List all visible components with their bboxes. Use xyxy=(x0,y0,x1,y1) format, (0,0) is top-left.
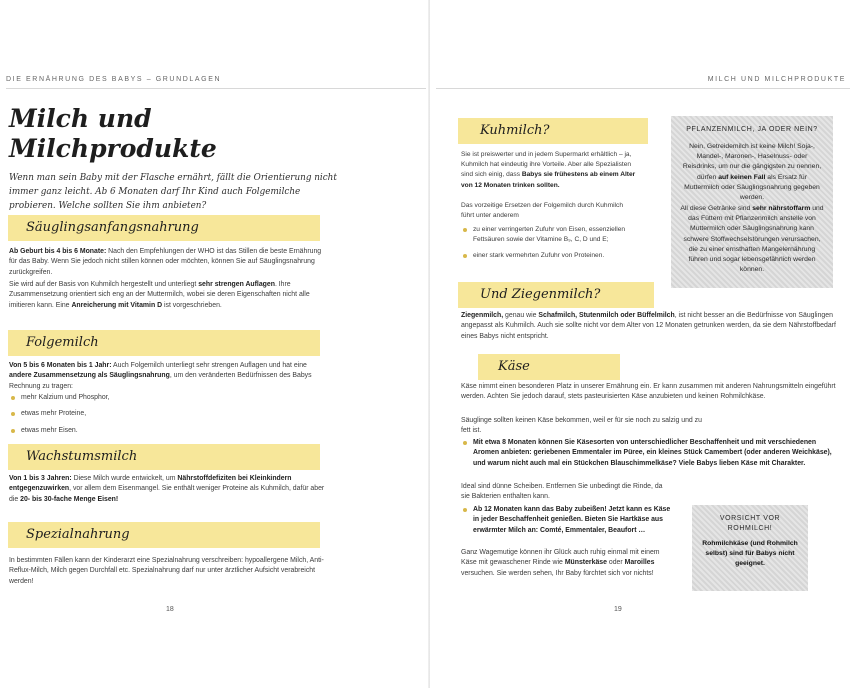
page-number-right: 19 xyxy=(614,606,622,613)
kaese-bullet-2: Ab 12 Monaten kann das Baby zubeißen! Jetzt kann es Käse in jeder Beschaffenheit genießen. Bieten Sie Hartkäse aus erwärmter Milch an: Comté, Emmentaler, Beaufort … xyxy=(473,506,671,534)
info-box-pflanzenmilch xyxy=(671,116,833,288)
pflanzen-text-a: Nein, Getreidemilch ist keine Milch! Soja-, Mandel-, Maronen-, Haselnuss- oder Reisdrinks, um nur die gängigsten zu nennen, dürfen xyxy=(682,143,822,181)
kuhmilch-list xyxy=(461,225,641,268)
pflanzen-bold-2: sehr nährstoffarm xyxy=(752,205,811,212)
folgemilch-text-b: , um den veränderten Bedürfnissen des Babys Rechnung zu tragen: xyxy=(9,372,312,390)
folgemilch-bold: andere Zusammensetzung als Säuglingsnahrung xyxy=(9,372,170,380)
list-item: etwas mehr Eisen. xyxy=(9,426,309,436)
paragraph-kaese-2: Säuglinge sollten keinen Käse bekommen, weil er für sie noch zu salzig und zu fett ist. xyxy=(461,417,702,435)
list-item: einer stark vermehrten Zufuhr von Proteinen. xyxy=(461,251,641,261)
kaese-bullet-1: Mit etwa 8 Monaten können Sie Käsesorten von unterschiedlicher Beschaffenheit und mit verschiedenen Aromen anbieten: geriebenen Emmentaler im Püree, ein kleines Stück Camembert (oder anderen Weichkäse), und warum nicht auch mal ein Stückchen Blauschimmelkäse? Viele Babys lieben Käse mit Charakter. xyxy=(473,439,832,467)
folgemilch-age-label: Von 5 bis 6 Monaten bis 1 Jahr: xyxy=(9,362,112,369)
list-item xyxy=(461,438,843,469)
chapter-intro: Wenn man sein Baby mit der Flasche ernährt, fällt die Orientierung nicht immer ganz leicht. Ab 6 Monaten darf Ihr Kind auch Folgemilche probieren. Welche sollten Sie ihm anbieten? xyxy=(9,173,337,211)
heading-ziegenmilch: Und Ziegenmilch? xyxy=(480,287,601,302)
wachstum-bold-2: 20- bis 30-fache Menge Eisen! xyxy=(20,495,119,503)
paragraph-folgemilch xyxy=(9,361,331,392)
saeugling-text-2c: ist vorgeschrieben. xyxy=(163,301,222,309)
kaese-text-a: Ganz Wagemutige können ihr Glück auch ruhig einmal mit einem Käse mit gewaschener Rinde wie xyxy=(461,549,660,567)
heading-banner-kuhmilch xyxy=(458,118,648,144)
paragraph-ziegenmilch xyxy=(461,311,841,342)
ziegen-bold-2: Schafmilch, Stutenmilch oder Büffelmilch xyxy=(538,312,675,319)
info-box-paragraph-1 xyxy=(679,142,825,203)
list-item: mehr Kalzium und Phosphor, xyxy=(9,393,309,403)
heading-spezialnahrung: Spezialnahrung xyxy=(26,527,130,542)
wachstum-bold-1: Nährstoffdefiziten bei Kleinkindern entgegenzuwirken xyxy=(9,475,292,493)
page-number-left: 18 xyxy=(166,606,174,613)
kaese-list-1 xyxy=(461,438,843,475)
paragraph-kaese-4 xyxy=(461,548,671,579)
heading-banner-kaese xyxy=(478,354,620,380)
kaese-text-c: versuchen. Sie werden sehen, Ihr Baby fürchtet sich vor nichts! xyxy=(461,569,654,577)
list-item xyxy=(461,505,673,536)
kuhmilch-text-a: Sie ist preiswerter und in jedem Supermarkt erhältlich – ja, Kuhmilch hat eindeutig ihre Vorteile. Aber alle Spezialisten sind sich einig, dass xyxy=(461,151,632,179)
heading-banner-wachstumsmilch xyxy=(8,444,320,470)
kaese-bold-2: Maroilles xyxy=(624,559,655,567)
chapter-title: Milch und Milchprodukte xyxy=(9,104,217,163)
heading-banner-spezialnahrung xyxy=(8,522,320,548)
heading-banner-folgemilch xyxy=(8,330,320,356)
wachstum-text-a: Diese Milch wurde entwickelt, um xyxy=(73,475,176,482)
paragraph-wachstumsmilch xyxy=(9,474,331,505)
ziegen-text-a: genau wie xyxy=(505,312,537,319)
heading-wachstumsmilch: Wachstumsmilch xyxy=(26,449,138,464)
saeugling-bold-1: sehr strengen Auflagen xyxy=(198,281,275,288)
heading-kaese: Käse xyxy=(498,359,530,374)
pflanzen-text-c: All diese Getränke sind xyxy=(680,205,751,212)
saeugling-age-label: Ab Geburt bis 4 bis 6 Monate: xyxy=(9,248,107,255)
wachstum-age-label: Von 1 bis 3 Jahren: xyxy=(9,475,72,482)
heading-banner-saeugling xyxy=(8,215,320,241)
running-head-right: MILCH UND MILCHPRODUKTE xyxy=(707,76,846,83)
paragraph-kuhmilch-2: Das vorzeitige Ersetzen der Folgemilch durch Kuhmilch führt unter anderem xyxy=(461,202,623,220)
heading-folgemilch: Folgemilch xyxy=(26,335,99,350)
wachstum-text-b: , vor allem dem Eisenmangel. Sie enthält weniger Proteine als Kuhmilch, dafür aber die xyxy=(9,485,325,503)
vorsicht-text: Rohmilchkäse (und Rohmilch selbst) sind für Babys nicht geeignet. xyxy=(702,540,798,568)
info-box-paragraph-2 xyxy=(679,204,825,275)
kaese-text-b: oder xyxy=(608,559,623,567)
right-page xyxy=(430,0,860,688)
folgemilch-text-a: Auch Folgemilch unterliegt sehr strengen Auflagen und hat eine xyxy=(113,362,307,369)
kuhmilch-bold: Babys sie frühestens ab einem Alter von 12 Monaten trinken sollten. xyxy=(461,171,636,189)
list-item: zu einer verringerten Zufuhr von Eisen, essenziellen Fettsäuren sowie der Vitamine B₉, C, D und E; xyxy=(461,225,641,245)
heading-banner-ziegenmilch xyxy=(458,282,654,308)
paragraph-kuhmilch-1 xyxy=(461,150,637,191)
list-item: etwas mehr Proteine, xyxy=(9,409,309,419)
saeugling-text-1: Nach den Empfehlungen der WHO ist das Stillen die beste Ernährung für das Baby. Wenn Sie jedoch nicht stillen können oder möchten, können Sie auf Säuglingsnahrung zurückgreifen. xyxy=(9,248,322,276)
paragraph-kaese-1: Käse nimmt einen besonderen Platz in unserer Ernährung ein. Er kann zusammen mit anderen Nahrungsmitteln eingeführt werden. Achten Sie jedoch darauf, stets pasteurisierten Käse anzubieten und keinen Rohmilchkäse. xyxy=(461,383,836,401)
heading-saeugling: Säuglingsanfangsnahrung xyxy=(26,220,199,235)
pflanzen-text-d: und das Füttern mit Pflanzenmilch anstelle von Muttermilch oder Säuglingsnahrung kann schwere Stoffwechselstörungen verursachen, die zu einer ernsthaften Mangelernährung führen und sogar lebensgefährlich werden können. xyxy=(683,205,824,274)
pflanzen-text-b: als Ersatz für Muttermilch oder Säuglingsnahrung gegeben werden. xyxy=(684,173,820,202)
info-box-paragraph xyxy=(702,539,798,570)
info-box-title: VORSICHT VOR ROHMILCH! xyxy=(719,515,781,532)
saeugling-text-2a: Sie wird auf der Basis von Kuhmilch hergestellt und unterliegt xyxy=(9,281,197,288)
paragraph-saeugling-1 xyxy=(9,247,331,278)
info-box-vorsicht xyxy=(692,505,808,591)
paragraph-saeugling-2 xyxy=(9,280,331,311)
folgemilch-list xyxy=(9,393,309,442)
saeugling-text-2b: . Ihre Zusammensetzung orientiert sich eng an der Muttermilch, wobei sie deren Eigenschaften nicht alle imitieren kann. Eine xyxy=(9,281,310,309)
pflanzen-bold-1: auf keinen Fall xyxy=(718,173,766,181)
ziegen-text-b: , ist nicht besser an die Bedürfnisse von Säuglingen angepasst als Kuhmilch. Auch sie sollte nicht vor dem Alter von 12 Monaten getrunken werden, da sie dem Nährstoffbedarf eines Babys nicht entspricht. xyxy=(461,312,836,340)
running-head-left: DIE ERNÄHRUNG DES BABYS – GRUNDLAGEN xyxy=(6,76,222,83)
header-rule-left xyxy=(6,88,426,89)
kaese-bold-1: Münsterkäse xyxy=(564,559,607,567)
kaese-list-2 xyxy=(461,505,673,542)
heading-kuhmilch: Kuhmilch? xyxy=(480,123,550,138)
header-rule-right xyxy=(436,88,850,89)
info-box-title: PFLANZENMILCH, JA ODER NEIN? xyxy=(686,126,818,133)
ziegen-bold-1: Ziegenmilch, xyxy=(461,312,504,319)
paragraph-kaese-3: Ideal sind dünne Scheiben. Entfernen Sie unbedingt die Rinde, da sie Bakterien enthalten kann. xyxy=(461,483,663,501)
saeugling-bold-2: Anreicherung mit Vitamin D xyxy=(71,301,163,309)
paragraph-spezialnahrung: In bestimmten Fällen kann der Kinderarzt eine Spezialnahrung verschreiben: hypoallergene Milch, Anti-Reflux-Milch, Milch gegen Durchfall etc. Spezialnahrung darf nur unter ärztlicher Aufsicht verabreicht werden! xyxy=(9,557,324,585)
